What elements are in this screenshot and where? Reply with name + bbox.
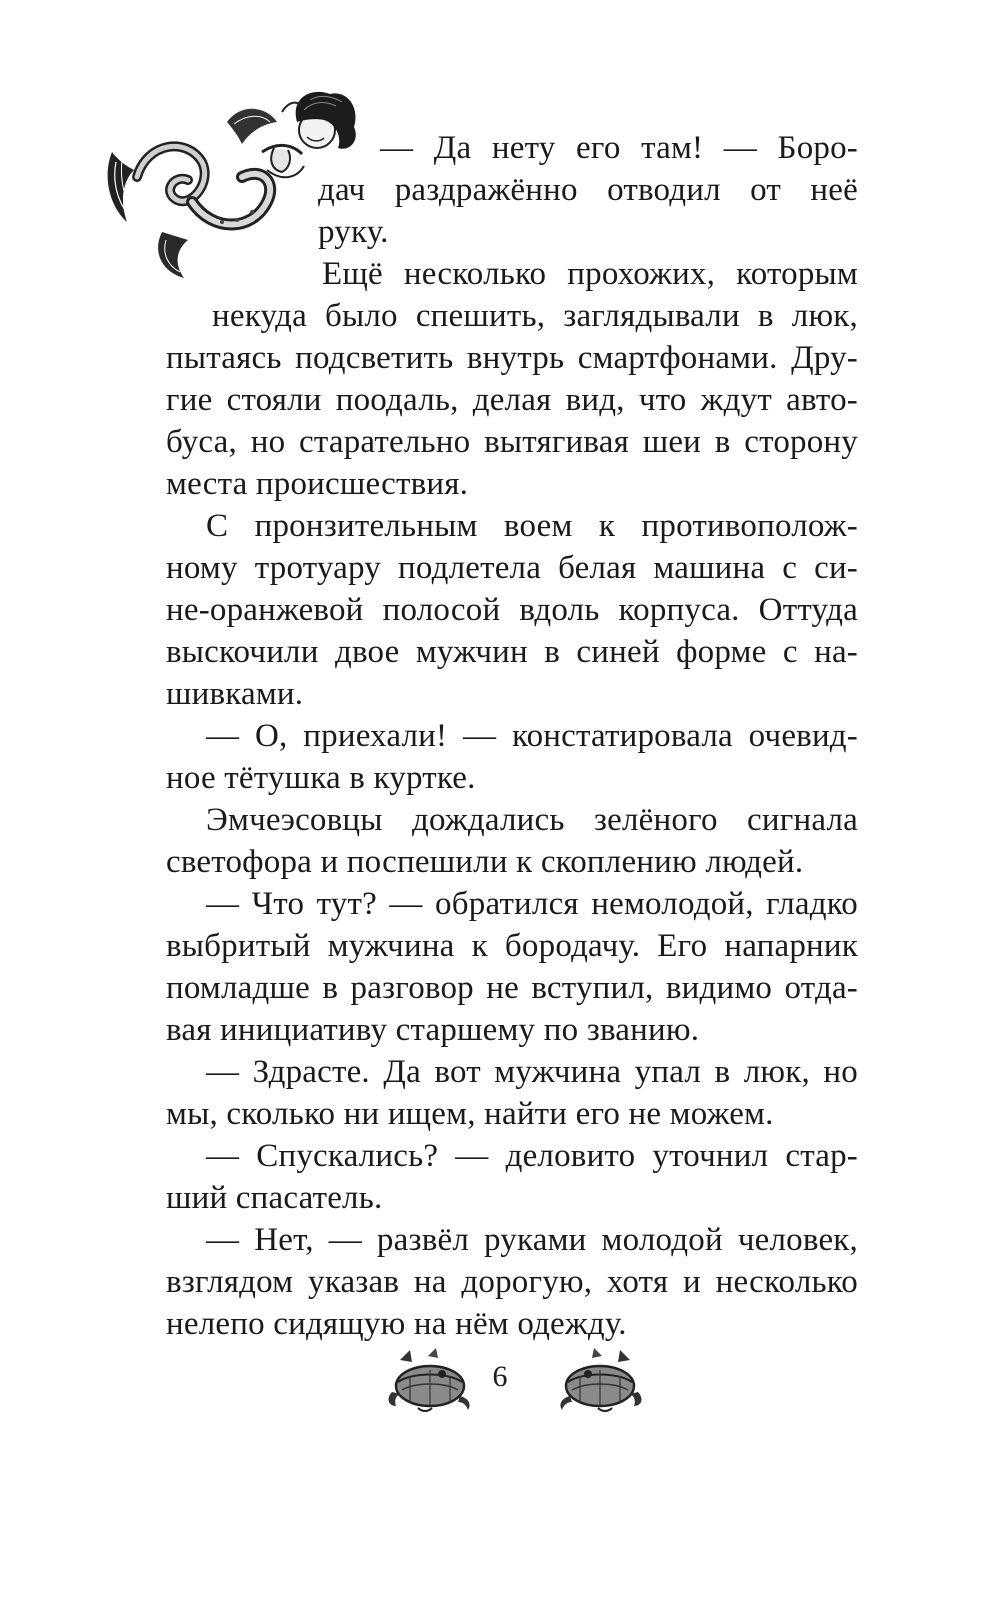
text-line: ному тротуару подлетела белая машина с си- (166, 550, 858, 586)
text-line: мы, сколько ни ищем, найти его не можем. (166, 1096, 774, 1132)
text-line: — Да нету его там! — Боро- (380, 130, 858, 166)
text-line: светофора и поспешили к скоплению людей. (166, 844, 804, 880)
text-line: не-оранжевой полосой вдоль корпуса. Оттуда (166, 592, 858, 628)
text-line: Эмчеэсовцы дождались зелёного сигнала (206, 802, 858, 838)
text-line: — Что тут? — обратился немолодой, гладко (206, 886, 858, 922)
text-line: вая инициативу старшему по званию. (166, 1012, 700, 1048)
text-line: ное тётушка в куртке. (166, 760, 476, 796)
text-line: выскочили двое мужчин в синей форме с на- (166, 634, 858, 670)
text-line: нелепо сидящую на нём одежду. (166, 1306, 627, 1342)
text-line: — Здрасте. Да вот мужчина упал в люк, но (206, 1054, 858, 1090)
text-line: места происшествия. (166, 466, 469, 502)
text-line: гие стояли поодаль, делая вид, что ждут авто- (166, 382, 858, 418)
text-line: некуда было спешить, заглядывали в люк, (212, 298, 858, 334)
treasure-chest-right-icon (552, 1346, 648, 1416)
text-line: помладше в разговор не вступил, видимо отда- (166, 970, 858, 1006)
text-line: Ещё несколько прохожих, которым (322, 256, 858, 292)
page-number: 6 (492, 1360, 508, 1393)
text-line: С пронзительным воем к противополож- (206, 508, 858, 544)
text-line: взглядом указав на дорогую, хотя и несколько (166, 1264, 858, 1300)
text-line: буса, но старательно вытягивая шеи в сторону (166, 424, 858, 460)
text-line: дач раздражённо отводил от неё (318, 172, 858, 208)
text-line: выбритый мужчина к бородачу. Его напарник (166, 928, 858, 964)
text-line: — Спускались? — деловито уточнил стар- (206, 1138, 858, 1174)
text-line: руку. (318, 214, 389, 250)
text-line: шивками. (166, 676, 304, 712)
text-line: — О, приехали! — констатировала очевид- (206, 718, 858, 754)
text-line: пытаясь подсветить внутрь смартфонами. Дру- (166, 340, 858, 376)
treasure-chest-left-icon (382, 1346, 478, 1416)
text-line: ший спасатель. (166, 1180, 383, 1216)
text-line: — Нет, — развёл руками молодой человек, (206, 1222, 858, 1258)
